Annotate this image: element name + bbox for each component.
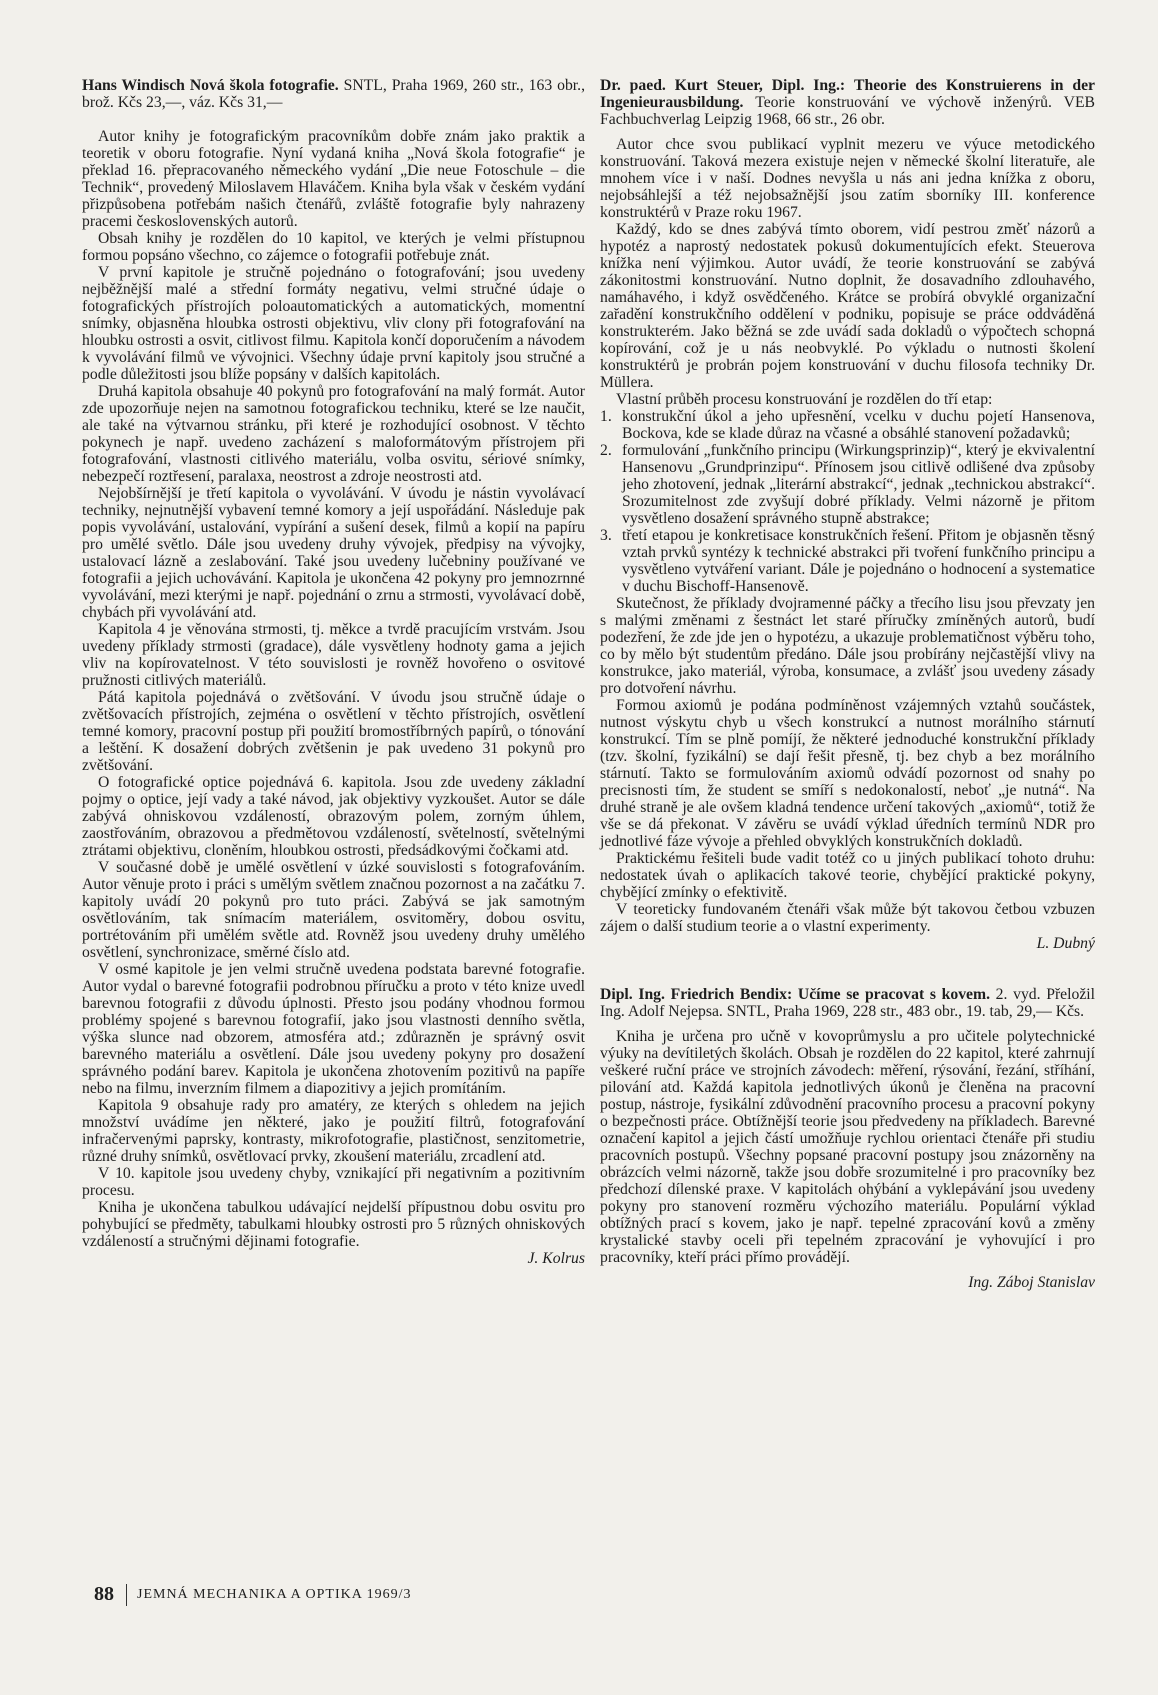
review-author: Dr. paed. Kurt Steuer, Dipl. Ing.: (600, 77, 846, 94)
review-paragraph: V současné době je umělé osvětlení v úzké souvislosti s fotografováním. Autor věnuje proto i práci s umělým světlem značnou pozornost a na začátku 7. kapitoly uvádí 20 pokynů pro tuto práci. Zabývá se jak samotným osvětlováním, tak snímacím materiálem, osvitoměry, dobou osvitu, portrétováním při umělém světle atd. Rovněž jsou uvedeny druhy umělého osvětlení, synchronizace, směrné číslo atd. (82, 859, 585, 961)
right-column (600, 77, 1095, 1291)
review-details: SNTL, Praha 1969, 260 str., 163 obr., brož. Kčs 23,—, váz. Kčs 31,— (82, 77, 585, 111)
review-details: 2. vyd. Přeložil Ing. Adolf Nejepsa. SNTL, Praha 1969, 228 str., 483 obr., 19. tab, 29,— Kčs. (600, 986, 1096, 1020)
stage-item: formulování „funkčního principu (Wirkungsprinzip)“, který je ekvivalentní Hansenovu „Grundprinzipu“. Přínosem jsou citlivě odlišené dva způsoby jeho zhotovení, jednak „literární abstrakcí“, jednak „technickou abstrakcí“. Srozumitelnost zde zvyšují dobré příklady. Velmi názorně je přitom vysvětleno dosažení správného stupně abstrakce; (622, 442, 1095, 527)
page-number: 88 (94, 1583, 114, 1605)
review-heading (600, 77, 1095, 128)
review-paragraph: Praktickému řešiteli bude vadit totéž co u jiných publikací tohoto druhu: nedostatek úvah o aplikacích takové teorie, chybějící praktické pokyny, chybějící zmínky o efektivitě. (600, 850, 1095, 901)
review-paragraph: Kniha je ukončena tabulkou udávající nejdelší přípustnou dobu osvitu pro pohybující se předměty, tabulkami hloubky ostrosti pro 5 různých ohniskových vzdáleností a stručnými dějinami fotografie. (82, 1199, 585, 1250)
review-paragraph: Každý, kdo se dnes zabývá tímto oborem, vidí pestrou změť názorů a hypotéz a naprostý nedostatek pokusů dokumentujících efekt. Steuerova knížka není výjimkou. Autor uvádí, že teorie konstruování se zabývá zákonitostmi konstruování. Nutno doplnit, že dosavadního zdlouhavého, namáhavého, i když osvědčeného. Krátce se probírá obvyklé organizační zařadění konstrukčního oddělení v podniku, popisuje se práce oddváděná konstrukterém. Jako běžná se zde uvádí sada dokladů o výpočtech schopná kopírování, což je u nás neobvyklé. Po výkladu o nutnosti školení konstruktérů je probrán pojem konstruování v duchu filosofa techniky Dr. Müllera. (600, 221, 1095, 391)
review-paragraph: V 10. kapitole jsou uvedeny chyby, vznikající při negativním a pozitivním procesu. (82, 1165, 585, 1199)
review-paragraph: V osmé kapitole je jen velmi stručně uvedena podstata barevné fotografie. Autor vydal o barevné fotografii podrobnou příručku a proto v této knize uvedl barevnou fotografii z důvodu úplnosti. Přesto jsou podány vhodnou formou problémy spojené s barevnou fotografií, jako jsou vlastnosti denního světla, výška slunce nad obzorem, atmosféra atd.; zdůrazněn je správný osvit barevného materiálu a osvětlení. Dále jsou uvedeny pokyny pro dosažení správného podání barev. Kapitola je ukončena zhotovením pozitivů na papíře nebo na filmu, inverzním filmem a diapozitivy a jejich promítáním. (82, 961, 585, 1097)
review-paragraph: Formou axiomů je podána podmíněnost vzájemných vztahů součástek, nutnost výskytu chyb u všech konstrukcí a nutnost morálního stárnutí konstrukcí. Tím se plně pomíjí, že některé jednoduché konstrukční příklady (tzv. školní, fyzikální) se dají řešit přesně, tj. bez chyb a bez morálního stárnutí. Takto se formulováním axiomů odvádí pozornost od snahy po precisnosti tím, že student se smíří s nedokonalostí, neboť „je nutná“. Na druhé straně je ale ovšem kladná tendence určení takových „axiomů“, totiž že vše se dá překonat. V závěru se uvádí výklad úředních termínů NDR pro jednotlivé fáze vývoje a přehled obvyklých konstrukčních dokladů. (600, 697, 1095, 850)
stage-item: třetí etapou je konkretisace konstrukčních řešení. Přitom je objasněn těsný vztah prvků syntézy k technické abstrakci při tvoření funkčního principu a vysvětleno vytváření variant. Dále je pojednáno o hodnocení a systematice v duchu Bischoff-Hansenově. (622, 527, 1095, 595)
review-paragraph: Obsah knihy je rozdělen do 10 kapitol, ve kterých je velmi přístupnou formou popsáno všechno, co zájemce o fotografii potřebuje znát. (82, 230, 585, 264)
review-paragraph: Vlastní průběh procesu konstruování je rozdělen do tří etap: (616, 391, 993, 408)
review-paragraph: Kapitola 4 je věnována strmosti, tj. měkce a tvrdě pracujícím vrstvám. Jsou uvedeny příklady strmosti (gradace), dále vysvětleny hodnoty gama a jejich vliv na kopírovatelnost. V této souvislosti je rovněž hovořeno o osvitové pružnosti citlivých materiálů. (82, 621, 585, 689)
review-title: Nová škola fotografie. (189, 77, 339, 94)
review-paragraph: Druhá kapitola obsahuje 40 pokynů pro fotografování na malý formát. Autor zde upozorňuje nejen na samotnou fotografickou techniku, které se lze naučit, ale také na výtvarnou stránku, při které je rozhodující osobnost. V těchto pokynech je např. uvedeno zacházení s maloformátovým přístrojem při fotografování, vlastnosti citlivého materiálu, volba osvitu, sériové snímky, nebezpečí roztřesení, paralaxa, neostrost a zdroje neostrosti atd. (82, 383, 585, 485)
page-footer (94, 1583, 411, 1606)
review-author: Hans Windisch (82, 77, 185, 94)
review-paragraph: Kniha je určena pro učně v kovoprůmyslu a pro učitele polytechnické výuky na devítiletých školách. Obsah je rozdělen do 22 kapitol, které zahrnují veškeré ruční práce ve strojních závodech: měření, rýsování, řezání, stříhání, pilování atd. Každá kapitola jednotlivých úkonů je členěna na pracovní postup, nástroje, fysikální zdůvodnění pracovního procesu a pracovní pokyny o bezpečnosti práce. Obtížnější teorie jsou předvedeny na příkladech. Barevné označení kapitol a jejich částí umožňuje rychlou orientaci čtenáře při studiu pracovních postupů. Všechny popsané pracovní postupy jsou znázorněny na obrázcích velmi názorně, takže jsou dobře srozumitelné i pro pracovníky bez předchozí dílenské praxe. V kapitolách ohýbání a vyklepávání jsou uvedeny pokyny pro stanovení rozměru výchozího materiálu. Populární výklad obtížných prací s kovem, jako je např. tepelné zpracování kovů a změny krystalické stavby oceli při tepelném zpracování je vyhovující i pro pracovníky, kteří práci přímo provádějí. (600, 1028, 1095, 1266)
review-paragraph: Pátá kapitola pojednává o zvětšování. V úvodu jsou stručně údaje o zvětšovacích přístrojích, zejména o osvětlení v těchto přístrojích, osvětlení temné komory, pracovní postup při použití bromostříbrných papírů, o tónování a leštění. K dosažení dobrých zvětšenin je pak uvedeno 31 pokynů pro zvětšování. (82, 689, 585, 774)
review-signature: J. Kolrus (527, 1250, 585, 1267)
review-paragraph: Nejobšírnější je třetí kapitola o vyvolávání. V úvodu je nástin vyvolávací techniky, nejnutnější vybavení temné komory a její uspořádání. Následuje pak popis vyvolávání, ustalování, vypírání a sušení desek, filmů a kopií na papíru pro umělé světlo. Dále jsou uvedeny druhy vývojek, předpisy na vývojky, ustalovací lázně a zeslabování. Také jsou uvedeny lučebniny používané ve fotografii a jejich uchovávání. Kapitola je ukončena 42 pokyny pro jemnozrnné vyvolávání, mezi kterými je např. pojednání o zrnu a strmosti, vyvolávací době, chybách při vyvolávání atd. (82, 485, 585, 621)
review-signature: L. Dubný (1036, 935, 1095, 952)
review-author: Dipl. Ing. Friedrich Bendix: (600, 986, 793, 1003)
review-paragraph: Autor chce svou publikací vyplnit mezeru ve výuce metodického konstruování. Taková mezera existuje nejen v německé školní literatuře, ale mnohem více i v naší. Dodnes nevyšla u nás ani jedna knížka z oboru, nejobsáhlejší a též nejobsažnější jsou zatím sborníky III. konference konstruktérů v Praze roku 1967. (600, 136, 1095, 221)
review-paragraph: Skutečnost, že příklady dvojramenné páčky a třecího lisu jsou převzaty jen s malými změnami z šestnáct let staré příručky zmíněných autorů, budí podezření, že zde jde jen o hypotézu, a ukazuje problematičnost výběru toho, co by mělo být studentům předáno. Dále jsou probírány nejčastější vlivy na konstrukce, jako materiál, výroba, konsumace, a zvlášť jsou uvedeny zásady pro dotvoření návrhu. (600, 595, 1095, 697)
left-column (82, 77, 585, 1267)
review-details: Teorie konstruování ve výchově inženýrů. VEB Fachbuchverlag Leipzig 1968, 66 str., 26 obr. (600, 94, 1095, 128)
journal-name: JEMNÁ MECHANIKA A OPTIKA 1969/3 (137, 1586, 412, 1602)
review-paragraph: V teoreticky fundovaném čtenáři však může být takovou četbou vzbuzen zájem o další studium teorie a o vlastní experimenty. (600, 901, 1095, 935)
footer-divider (126, 1584, 127, 1606)
stage-item: konstrukční úkol a jeho upřesnění, vcelku v duchu pojetí Hansenova, Bockova, kde se klade důraz na včasné a obsáhlé stanovení požadavků; (622, 408, 1095, 442)
stages-list (600, 408, 1095, 595)
review-paragraph: O fotografické optice pojednává 6. kapitola. Jsou zde uvedeny základní pojmy o optice, její vady a také návod, jak objektivy vyzkoušet. Autor se dále zabývá ohniskovou vzdáleností, obrazovým polem, zorným úhlem, zaostřováním, obrazovou a předmětovou vzdáleností, světelností, světelnými ztrátami objektivu, cloněním, hloubkou ostrosti, předsádkovými čočkami atd. (82, 774, 585, 859)
review-title: Theorie des Konstruierens in der Ingenieurausbildung. (600, 77, 1096, 111)
review-paragraph: V první kapitole je stručně pojednáno o fotografování; jsou uvedeny nejběžnější malé a střední formáty negativu, velmi stručné údaje o fotografických přístrojích poloautomatických a automatických, momentní snímky, objasněna hloubka ostrosti objektivu, vliv clony při fotografování na hloubku ostrosti a osvit, citlivost filmu. Kapitola končí doporučením a návodem k vyvolávání filmů ve vývojnici. Všechny údaje první kapitoly jsou stručné a podle důležitosti jsou blíže popsány v dalších kapitolách. (82, 264, 585, 383)
review-paragraph: Autor knihy je fotografickým pracovníkům dobře znám jako praktik a teoretik v oboru fotografie. Nyní vydaná kniha „Nová škola fotografie“ je překlad 16. přepracovaného německého vydání „Die neue Fotoschule – die Technik“, provedený Miloslavem Hlaváčem. Kniha byla však v českém vydání přizpůsobena potřebám našich čtenářů, zvláště fotografie byly nahrazeny pracemi československých autorů. (82, 128, 585, 230)
review-paragraph: Kapitola 9 obsahuje rady pro amatéry, ze kterých s ohledem na jejich množství uvádíme jen některé, jako je použití filtrů, fotografování infračervenými paprsky, kontrasty, mikrofotografie, plastičnost, senzitometrie, různé druhy snímků, osvětlovací prvky, zkoušení materiálu, zrcadlení atd. (82, 1097, 585, 1165)
review-signature: Ing. Záboj Stanislav (968, 1274, 1095, 1291)
review-heading (82, 77, 585, 111)
review-title: Učíme se pracovat s kovem. (797, 986, 990, 1003)
review-heading (600, 986, 1095, 1020)
